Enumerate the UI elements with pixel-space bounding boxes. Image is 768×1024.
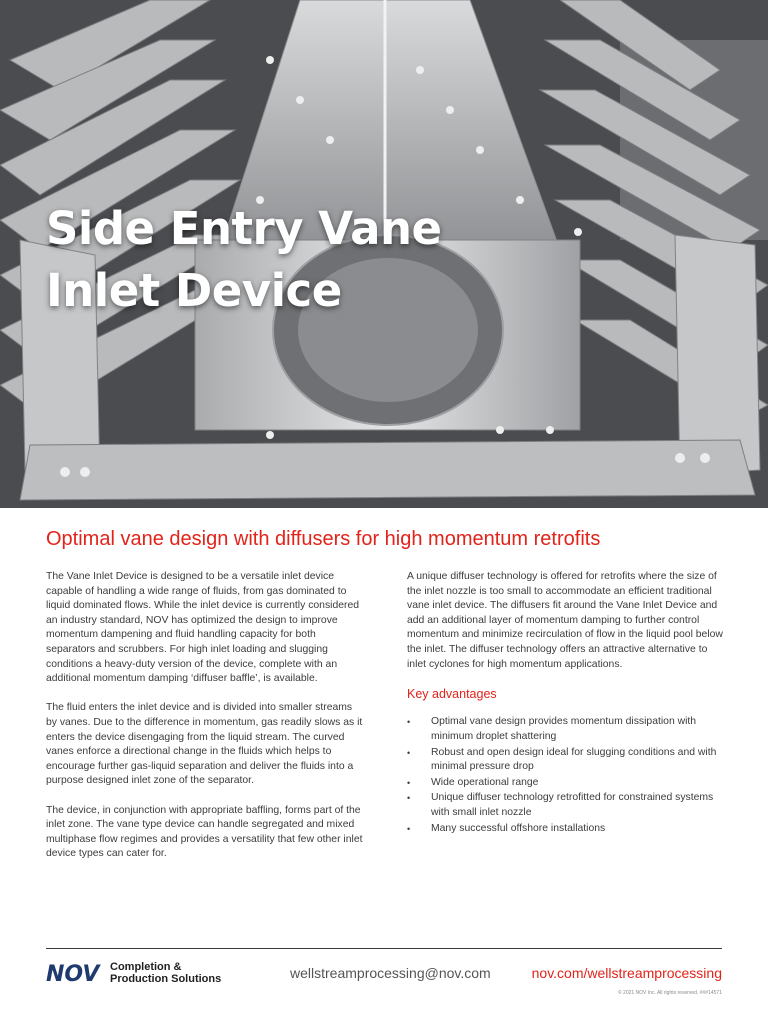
list-item: • Optimal vane design provides momentum dissipation with minimum droplet shattering (407, 715, 725, 744)
nov-logo-mark (46, 962, 104, 984)
division-name (110, 961, 221, 985)
page-title (46, 198, 442, 322)
advantages-list (407, 715, 725, 836)
title-line-2: Inlet Device (46, 264, 342, 317)
key-advantages-heading: Key advantages (407, 686, 497, 701)
diffuser-paragraph: A unique diffuser technology is offered for retrofits where the size of the inlet nozzle is too small to accommodate an efficient traditional vane inlet device. The diffusers fit around the Vane Inlet Device and add an additional layer of momentum damping to further control momentum and minimize recirculation of flow in the liquid pool below the inlet. The diffuser technology offers an attractive alternative to inlet cyclones for high momentum applications. (407, 571, 723, 670)
list-item: • Robust and open design ideal for slugging conditions and with minimal pressure drop (407, 746, 725, 775)
hero-photo (0, 0, 768, 508)
left-column (46, 570, 364, 876)
intro-paragraph: The Vane Inlet Device is designed to be a versatile inlet device capable of handling a wide range of fluids, from gas dominated to liquid dominated flows. While the inlet device is currently considered an industry standard, NOV has optimized the design to improve momentum dampening and fluid handling capacity for both separators and scrubbers. For high inlet loading and slugging conditions a heavy-duty version of the device, complete with an additional momentum damping ‘diffuser baffle’, is available. (46, 571, 360, 685)
baffling-paragraph: The device, in conjunction with appropriate baffling, forms part of the inlet zone. The vane type device can handle segregated and mixed multiphase flow regimes and provides a versatility that few other inlet device types can cater for. (46, 804, 363, 860)
list-item: • Wide operational range (407, 776, 725, 791)
right-column (407, 570, 725, 837)
division-line-1: Completion & (110, 961, 182, 973)
nov-logo-text: NOV (46, 962, 100, 984)
contact-email-link[interactable]: wellstreamprocessing@nov.com (290, 965, 491, 981)
list-item: • Many successful offshore installations (407, 822, 725, 837)
title-line-1: Side Entry Vane (46, 202, 442, 255)
website-link[interactable]: nov.com/wellstreamprocessing (531, 965, 722, 981)
flow-paragraph: The fluid enters the inlet device and is divided into smaller streams by vanes. Due to the difference in momentum, gas readily slows as it enters the device disengaging from the liquid stream. The curved vanes enforce a directional change in the fluids which helps to encourage further gas-liquid separation and deliver the fluids into a purpose designed inlet zone of the separator. (46, 702, 363, 787)
footer-divider (46, 948, 722, 949)
subtitle: Optimal vane design with diffusers for high momentum retrofits (46, 528, 601, 550)
copyright-notice: © 2021 NOV Inc. All rights reserved. ###14571 (617, 990, 722, 996)
division-line-2: Production Solutions (110, 973, 222, 985)
list-item: • Unique diffuser technology retrofitted for constrained systems with small inlet nozzle (407, 791, 725, 820)
nov-logo (46, 962, 104, 984)
